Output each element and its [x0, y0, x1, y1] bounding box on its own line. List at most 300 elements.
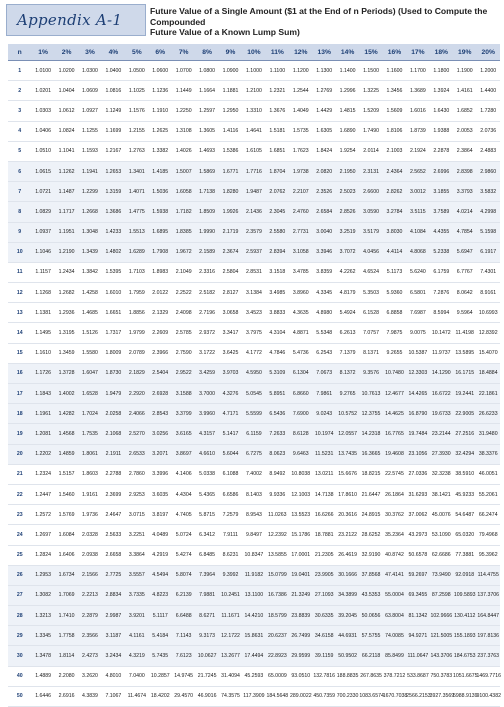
factor-cell: 4.5950 — [242, 363, 265, 383]
factor-cell: 6.6488 — [172, 606, 195, 626]
factor-cell: 15.0799 — [266, 565, 289, 585]
table-row — [8, 444, 500, 464]
column-header-rate: 17% — [406, 44, 429, 61]
factor-cell: 8.5994 — [430, 303, 453, 323]
factor-cell: 59.2697 — [406, 565, 429, 585]
factor-cell: 1.4859 — [55, 444, 78, 464]
factor-cell: 17.4494 — [242, 646, 265, 666]
factor-cell: 8.6128 — [289, 424, 312, 444]
factor-cell: 2.4273 — [78, 646, 101, 666]
factor-cell: 3.9960 — [195, 404, 218, 424]
factor-cell: 1.1236 — [149, 81, 172, 101]
factor-cell: 1.1700 — [406, 61, 429, 81]
factor-cell: 35.2364 — [383, 525, 406, 545]
factor-cell: 1.4071 — [125, 182, 148, 202]
factor-cell: 1.4026 — [172, 141, 195, 161]
period-cell: 16 — [8, 363, 31, 383]
factor-cell: 1.5036 — [149, 182, 172, 202]
factor-cell: 3.6425 — [219, 343, 242, 363]
table-row — [8, 283, 500, 303]
factor-cell: 16.6722 — [430, 384, 453, 404]
factor-cell: 14.1290 — [430, 363, 453, 383]
factor-cell: 3.8359 — [312, 262, 335, 282]
table-row — [8, 666, 500, 686]
factor-cell: 10.5387 — [406, 343, 429, 363]
factor-cell: 1.8856 — [125, 303, 148, 323]
factor-cell: 12.4677 — [383, 384, 406, 404]
factor-cell: 13.2677 — [219, 646, 242, 666]
factor-cell: 66.2118 — [359, 646, 382, 666]
factor-cell: 1.3924 — [430, 81, 453, 101]
factor-cell: 4.1772 — [242, 343, 265, 363]
factor-cell: 23.9905 — [312, 565, 335, 585]
factor-cell: 1.2953 — [31, 565, 54, 585]
table-row — [8, 646, 500, 666]
table-row — [8, 182, 500, 202]
factor-cell: 23.8839 — [289, 606, 312, 626]
factor-cell: 31.9480 — [476, 424, 500, 444]
factor-cell: 27.3930 — [430, 444, 453, 464]
factor-cell: 3.0256 — [149, 424, 172, 444]
factor-cell: 1.4161 — [453, 81, 476, 101]
factor-cell: 16.8790 — [406, 404, 429, 424]
table-row — [8, 262, 500, 282]
factor-cell: 23.2122 — [336, 525, 359, 545]
factor-cell: 1.2763 — [125, 141, 148, 161]
period-cell: 18 — [8, 404, 31, 424]
period-cell: 14 — [8, 323, 31, 343]
factor-cell: 1.5181 — [266, 121, 289, 141]
factor-cell: 188.8835 — [336, 666, 359, 686]
factor-cell: 1.2202 — [31, 444, 54, 464]
column-header-rate: 12% — [289, 44, 312, 61]
factor-cell: 16.7386 — [266, 585, 289, 605]
factor-cell: 7.9861 — [312, 384, 335, 404]
factor-cell: 10.8038 — [289, 464, 312, 484]
factor-cell: 7.1067 — [102, 686, 125, 706]
factor-cell: 5.4365 — [195, 484, 218, 504]
factor-cell: 1.1800 — [430, 61, 453, 81]
factor-cell: 1.3108 — [172, 121, 195, 141]
factor-cell: 8.9492 — [266, 464, 289, 484]
factor-cell: 1.2544 — [289, 81, 312, 101]
factor-cell: 2.1329 — [149, 303, 172, 323]
period-cell: 21 — [8, 464, 31, 484]
factor-cell: 1.4002 — [55, 384, 78, 404]
factor-cell: 5.2338 — [430, 242, 453, 262]
factor-cell: 73.9490 — [430, 565, 453, 585]
factor-cell: 2.2920 — [125, 384, 148, 404]
factor-cell: 14.4625 — [383, 404, 406, 424]
factor-cell: 32.4294 — [453, 444, 476, 464]
factor-cell: 1.7623 — [289, 141, 312, 161]
table-container — [8, 44, 501, 700]
factor-cell: 2.2878 — [430, 141, 453, 161]
factor-cell: 2.8398 — [453, 161, 476, 181]
factor-cell: 1.8730 — [102, 363, 125, 383]
factor-cell: 2.3316 — [195, 262, 218, 282]
period-cell: 5 — [8, 141, 31, 161]
table-row — [8, 484, 500, 504]
factor-cell: 50.9502 — [336, 646, 359, 666]
factor-cell: 1.3082 — [31, 585, 54, 605]
factor-cell: 2.7731 — [289, 222, 312, 242]
table-row — [8, 121, 500, 141]
factor-cell: 12.2392 — [266, 525, 289, 545]
factor-cell: 1.5007 — [172, 161, 195, 181]
factor-cell: 1.6084 — [55, 525, 78, 545]
factor-cell: 18.4202 — [149, 686, 172, 706]
factor-cell: 39.1159 — [312, 646, 335, 666]
column-header-rate: 13% — [312, 44, 335, 61]
factor-cell: 22.9005 — [453, 404, 476, 424]
factor-cell: 1.9672 — [172, 242, 195, 262]
table-row — [8, 606, 500, 626]
factor-cell: 38.1421 — [430, 484, 453, 504]
factor-cell: 1.4568 — [55, 424, 78, 444]
factor-cell: 1.6771 — [219, 161, 242, 181]
factor-cell: 1.6890 — [336, 121, 359, 141]
factor-cell: 533.8687 — [406, 666, 429, 686]
factor-cell: 14.9745 — [172, 666, 195, 686]
factor-cell: 2.5182 — [195, 283, 218, 303]
appendix-label-box — [6, 4, 146, 36]
factor-cell: 87.2598 — [430, 585, 453, 605]
factor-cell: 3.1518 — [266, 262, 289, 282]
factor-cell: 1.1495 — [31, 323, 54, 343]
factor-cell: 62.6686 — [430, 545, 453, 565]
factor-cell: 1.8704 — [266, 161, 289, 181]
factor-cell: 1.5769 — [55, 505, 78, 525]
factor-cell: 6.6586 — [219, 484, 242, 504]
factor-cell: 3927.3569 — [430, 686, 453, 706]
factor-cell: 29.9599 — [289, 646, 312, 666]
factor-cell: 4.8871 — [289, 323, 312, 343]
factor-cell: 2.0328 — [78, 525, 101, 545]
factor-cell: 19.0401 — [289, 565, 312, 585]
factor-cell: 2.8394 — [266, 242, 289, 262]
factor-cell: 4.7846 — [266, 343, 289, 363]
factor-cell: 2.1829 — [125, 363, 148, 383]
factor-cell: 3.3417 — [219, 323, 242, 343]
table-row — [8, 303, 500, 323]
factor-cell: 4.3839 — [78, 686, 101, 706]
factor-cell: 8.9543 — [242, 505, 265, 525]
factor-cell: 2.1924 — [406, 141, 429, 161]
period-cell: 12 — [8, 283, 31, 303]
factor-cell: 1.2447 — [31, 484, 54, 504]
factor-cell: 2.2609 — [149, 323, 172, 343]
factor-cell: 8.1371 — [359, 343, 382, 363]
factor-cell: 14.7138 — [312, 484, 335, 504]
factor-cell: 6.5801 — [406, 283, 429, 303]
factor-cell: 2.8834 — [102, 585, 125, 605]
table-title-line-1: Future Value of a Single Amount ($1 at the End of n Periods) (Used to Compute the Compounded — [150, 6, 488, 27]
factor-cell: 7.6987 — [406, 303, 429, 323]
factor-cell: 1.0800 — [195, 61, 218, 81]
factor-cell: 114.4755 — [476, 565, 500, 585]
factor-cell: 20.3616 — [336, 505, 359, 525]
factor-cell: 1.5126 — [78, 323, 101, 343]
factor-cell: 1.2324 — [31, 464, 54, 484]
table-row — [8, 585, 500, 605]
factor-cell: 13.7435 — [336, 444, 359, 464]
factor-cell: 1.2572 — [31, 505, 54, 525]
factor-cell: 1.1100 — [266, 61, 289, 81]
factor-cell: 197.8136 — [476, 626, 500, 646]
factor-cell: 15.6676 — [336, 464, 359, 484]
factor-cell: 1.9926 — [219, 202, 242, 222]
factor-cell: 7.4301 — [476, 262, 500, 282]
factor-cell: 3.8960 — [289, 283, 312, 303]
factor-cell: 6.1759 — [430, 262, 453, 282]
factor-cell: 1.1487 — [55, 182, 78, 202]
factor-cell: 7.1379 — [336, 343, 359, 363]
factor-cell: 19.4608 — [383, 444, 406, 464]
factor-cell: 11.9737 — [430, 343, 453, 363]
period-cell: 4 — [8, 121, 31, 141]
table-row — [8, 363, 500, 383]
factor-cell: 1.5580 — [78, 343, 101, 363]
factor-cell: 30.3762 — [383, 505, 406, 525]
factor-cell: 3.5179 — [359, 222, 382, 242]
factor-cell: 2.1003 — [383, 141, 406, 161]
factor-cell: 2.0938 — [78, 545, 101, 565]
factor-cell: 1.6895 — [149, 222, 172, 242]
factor-cell: 10.6993 — [476, 303, 500, 323]
factor-cell: 3.3793 — [453, 182, 476, 202]
factor-cell: 2.3045 — [266, 202, 289, 222]
factor-cell: 1.7758 — [55, 626, 78, 646]
factor-cell: 3.2434 — [102, 646, 125, 666]
period-cell: 15 — [8, 343, 31, 363]
factor-cell: 4.0489 — [149, 525, 172, 545]
factor-cell: 102.9666 — [430, 606, 453, 626]
factor-cell: 2.8526 — [336, 202, 359, 222]
factor-cell: 45.0076 — [430, 505, 453, 525]
factor-cell: 3.5115 — [406, 202, 429, 222]
factor-cell: 6.8858 — [383, 303, 406, 323]
factor-cell: 24.8915 — [359, 505, 382, 525]
factor-cell: 2.2080 — [55, 666, 78, 686]
factor-cell: 1.1268 — [31, 283, 54, 303]
factor-cell: 4.3276 — [219, 384, 242, 404]
factor-cell: 1.5735 — [289, 121, 312, 141]
factor-cell: 4.7171 — [219, 404, 242, 424]
factor-cell: 2.0258 — [102, 404, 125, 424]
factor-cell: 1.2190 — [55, 242, 78, 262]
column-header-rate: 15% — [359, 44, 382, 61]
table-row — [8, 464, 500, 484]
factor-cell: 11.0263 — [266, 505, 289, 525]
factor-cell: 2.2107 — [289, 182, 312, 202]
factor-cell: 4.4114 — [383, 242, 406, 262]
factor-cell: 1.5869 — [195, 161, 218, 181]
period-cell: 2 — [8, 81, 31, 101]
factor-cell: 2.6658 — [102, 545, 125, 565]
factor-cell: 2.8127 — [219, 283, 242, 303]
factor-cell: 3.1855 — [430, 182, 453, 202]
factor-cell: 3.3799 — [172, 404, 195, 424]
factor-cell: 1.6047 — [78, 363, 101, 383]
factor-cell: 121.5005 — [430, 626, 453, 646]
factor-cell: 30.1666 — [336, 565, 359, 585]
factor-cell: 30.6335 — [312, 606, 335, 626]
table-body — [8, 61, 500, 707]
factor-cell: 1.0303 — [31, 101, 54, 121]
column-header-rate: 20% — [476, 44, 500, 61]
factor-cell: 1.3686 — [102, 202, 125, 222]
period-cell: 20 — [8, 444, 31, 464]
factor-cell: 9.3173 — [195, 626, 218, 646]
factor-cell: 1.4400 — [476, 81, 500, 101]
factor-cell: 2.5023 — [336, 182, 359, 202]
factor-cell: 2.8531 — [242, 262, 265, 282]
factor-cell: 45.2593 — [242, 666, 265, 686]
factor-cell: 1.9388 — [430, 121, 453, 141]
factor-cell: 1.3456 — [383, 81, 406, 101]
factor-cell: 700.2330 — [336, 686, 359, 706]
period-cell: 19 — [8, 424, 31, 444]
factor-cell: 18.4884 — [476, 363, 500, 383]
factor-cell: 31.4094 — [219, 666, 242, 686]
factor-cell: 7.1143 — [172, 626, 195, 646]
factor-cell: 2.6916 — [55, 686, 78, 706]
factor-cell: 79.4968 — [476, 525, 500, 545]
appendix-label: Appendix A-1 — [17, 11, 123, 29]
factor-cell: 74.3575 — [219, 686, 242, 706]
factor-cell: 1.6010 — [102, 283, 125, 303]
factor-cell: 1670.7038 — [383, 686, 406, 706]
factor-cell: 1.8009 — [102, 343, 125, 363]
factor-cell: 1.2936 — [55, 303, 78, 323]
factor-cell: 43.2973 — [406, 525, 429, 545]
factor-cell: 1.0100 — [31, 61, 54, 81]
factor-cell: 6.2543 — [312, 343, 335, 363]
factor-cell: 9.3576 — [359, 363, 382, 383]
factor-cell: 1.8114 — [55, 646, 78, 666]
factor-cell: 13.5523 — [289, 505, 312, 525]
factor-cell: 2.0820 — [312, 161, 335, 181]
factor-cell: 65.0320 — [453, 525, 476, 545]
factor-cell: 1.3225 — [359, 81, 382, 101]
factor-cell: 4.1084 — [406, 222, 429, 242]
table-title — [150, 6, 500, 38]
factor-cell: 2.0114 — [359, 141, 382, 161]
factor-cell: 1.7138 — [195, 182, 218, 202]
factor-cell: 1.4775 — [125, 202, 148, 222]
factor-cell: 1.9799 — [125, 323, 148, 343]
table-row — [8, 161, 500, 181]
factor-cell: 1.4233 — [102, 222, 125, 242]
factor-cell: 14.4210 — [242, 606, 265, 626]
factor-cell: 289.0022 — [289, 686, 312, 706]
factor-cell: 3.9703 — [219, 363, 242, 383]
factor-cell: 1.8509 — [195, 202, 218, 222]
table-row — [8, 525, 500, 545]
factor-cell: 1.3401 — [125, 161, 148, 181]
factor-cell: 3.2071 — [149, 444, 172, 464]
factor-cell: 2.5937 — [242, 242, 265, 262]
factor-cell: 2.1719 — [219, 222, 242, 242]
period-cell: 40 — [8, 666, 31, 686]
factor-cell: 1.8983 — [149, 262, 172, 282]
column-header-rate: 14% — [336, 44, 359, 61]
factor-cell: 1.1300 — [312, 61, 335, 81]
factor-cell: 1.4282 — [55, 404, 78, 424]
factor-cell: 3.2519 — [336, 222, 359, 242]
factor-cell: 2.6533 — [125, 444, 148, 464]
column-header-rate: 16% — [383, 44, 406, 61]
factor-cell: 1.7716 — [242, 161, 265, 181]
factor-cell: 132.7816 — [312, 666, 335, 686]
factor-cell: 450.7359 — [312, 686, 335, 706]
column-header-rate: 7% — [172, 44, 195, 61]
factor-cell: 44.6931 — [336, 626, 359, 646]
factor-cell: 4.6610 — [195, 444, 218, 464]
factor-cell: 1.1726 — [31, 363, 54, 383]
factor-cell: 13.1100 — [242, 585, 265, 605]
factor-cell: 6.2613 — [336, 323, 359, 343]
factor-cell: 15.1786 — [289, 525, 312, 545]
factor-cell: 5988.9139 — [453, 686, 476, 706]
factor-cell: 184.5648 — [266, 686, 289, 706]
factor-cell: 9.5964 — [453, 303, 476, 323]
factor-cell: 1.2434 — [55, 262, 78, 282]
factor-cell: 10.7480 — [383, 363, 406, 383]
factor-cell: 8.6271 — [195, 606, 218, 626]
factor-cell: 4.7854 — [453, 222, 476, 242]
factor-cell: 1.4429 — [312, 101, 335, 121]
factor-cell: 2.3864 — [453, 141, 476, 161]
factor-cell: 6.7275 — [242, 444, 265, 464]
factor-cell: 1.1881 — [219, 81, 242, 101]
factor-cell: 5.1117 — [149, 606, 172, 626]
factor-cell: 1.6651 — [102, 303, 125, 323]
factor-cell: 7.4002 — [242, 464, 265, 484]
factor-cell: 1.6406 — [55, 545, 78, 565]
factor-cell: 2.5580 — [266, 222, 289, 242]
factor-cell: 74.0085 — [383, 626, 406, 646]
factor-cell: 111.0647 — [406, 646, 429, 666]
factor-cell: 11.9182 — [242, 565, 265, 585]
factor-cell: 17.8610 — [336, 484, 359, 504]
header-row — [8, 44, 500, 61]
factor-cell: 130.4112 — [453, 606, 476, 626]
factor-cell: 2.3526 — [312, 182, 335, 202]
factor-cell: 81.1342 — [406, 606, 429, 626]
factor-cell: 1.1449 — [172, 81, 195, 101]
factor-cell: 1.3605 — [195, 121, 218, 141]
factor-cell: 3.1588 — [172, 384, 195, 404]
factor-cell: 19.7484 — [406, 424, 429, 444]
factor-cell: 3.2784 — [383, 202, 406, 222]
factor-cell: 1.3213 — [31, 606, 54, 626]
factor-cell: 1.6430 — [430, 101, 453, 121]
factor-cell: 65.0009 — [266, 666, 289, 686]
factor-cell: 1.1200 — [289, 61, 312, 81]
factor-cell: 1.6016 — [406, 101, 429, 121]
period-cell: 17 — [8, 384, 31, 404]
factor-cell: 1.1961 — [31, 404, 54, 424]
factor-cell: 6.5436 — [266, 404, 289, 424]
factor-cell: 77.3881 — [453, 545, 476, 565]
factor-cell: 15.4070 — [476, 343, 500, 363]
factor-cell: 2.0789 — [125, 343, 148, 363]
factor-cell: 1.2653 — [102, 161, 125, 181]
period-cell: 24 — [8, 525, 31, 545]
factor-cell: 1.8603 — [78, 464, 101, 484]
